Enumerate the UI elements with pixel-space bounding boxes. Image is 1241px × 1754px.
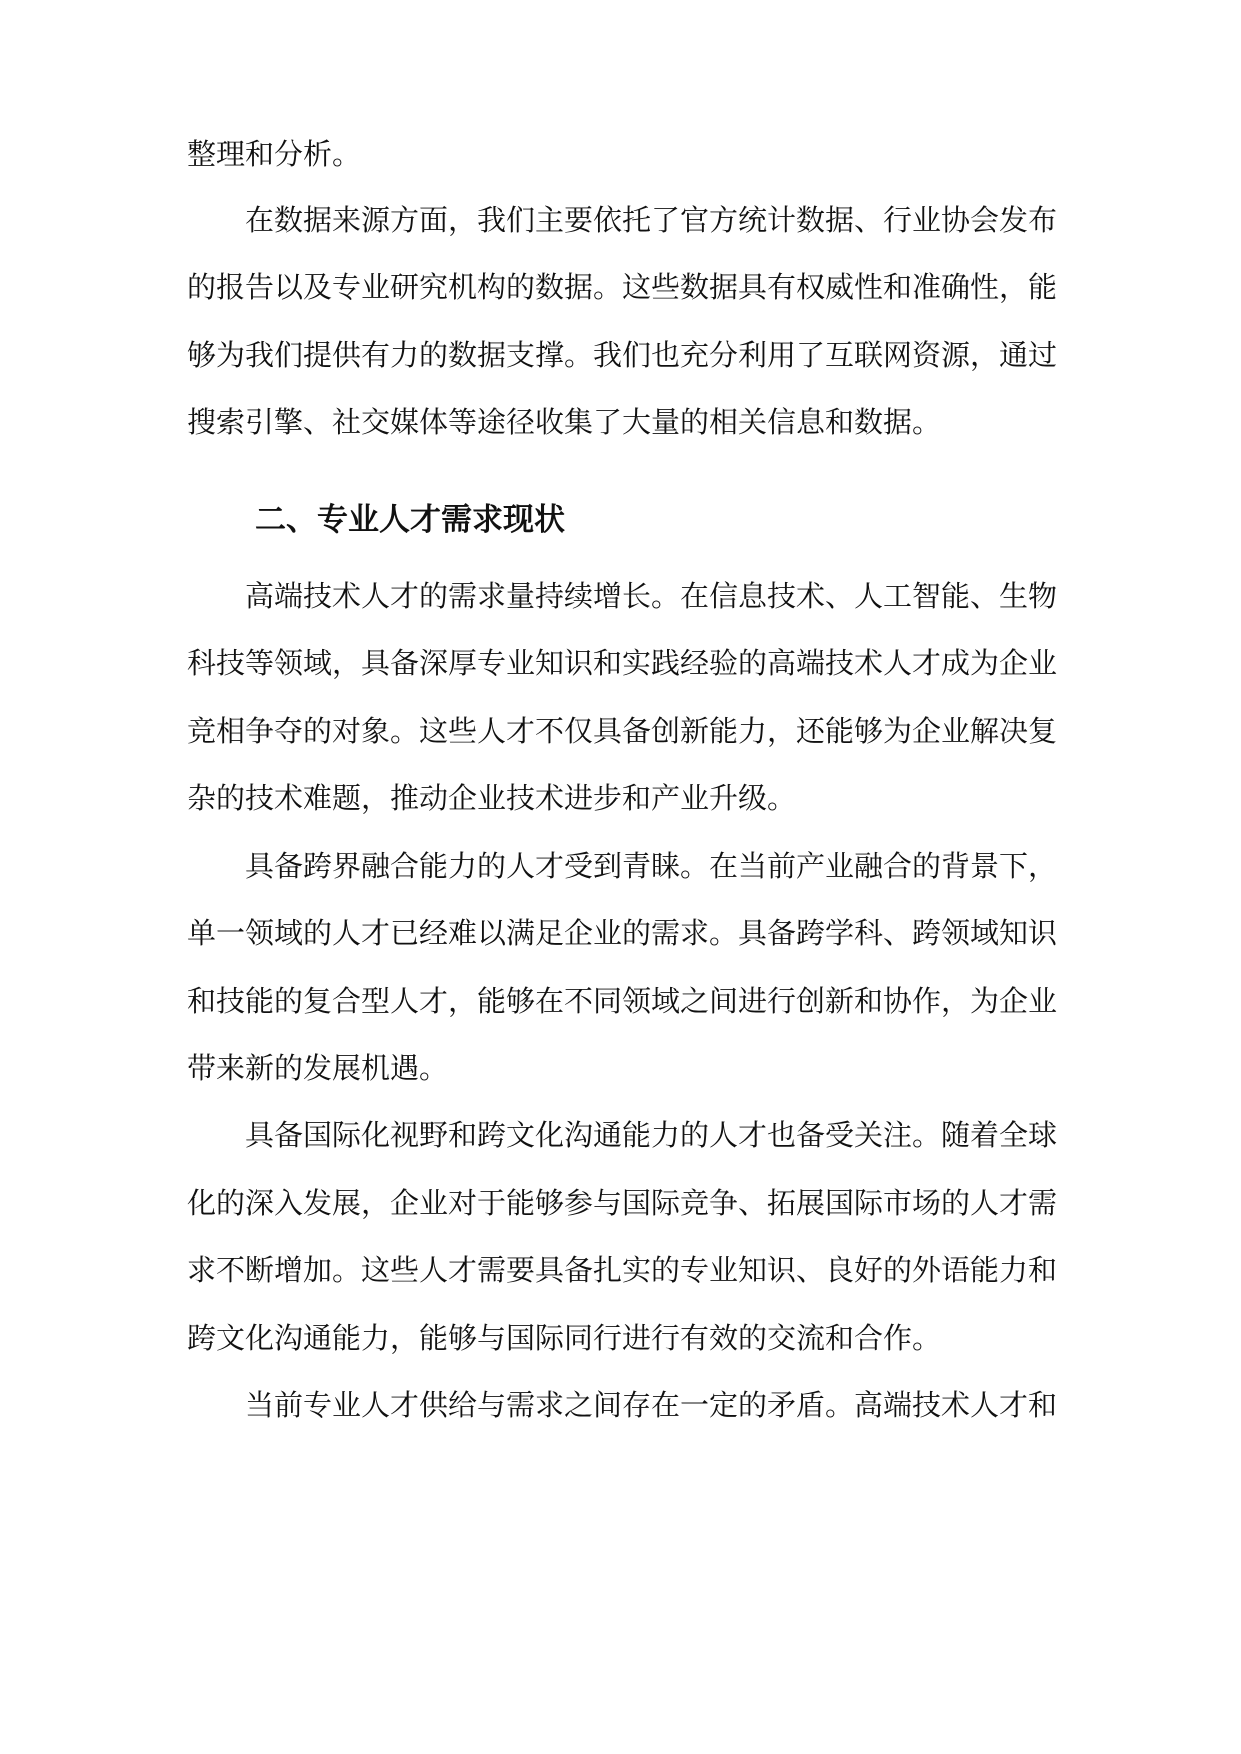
text-line: 化的深入发展，企业对于能够参与国际竞争、拓展国际市场的人才需 [187, 1186, 1058, 1220]
text-line: 求不断增加。这些人才需要具备扎实的专业知识、良好的外语能力和 [187, 1253, 1058, 1287]
paragraph-first-line: 在数据来源方面，我们主要依托了官方统计数据、行业协会发布 [245, 203, 1058, 237]
text-line: 整理和分析。 [187, 137, 362, 171]
section-heading: 二、专业人才需求现状 [255, 502, 565, 538]
text-line: 够为我们提供有力的数据支撑。我们也充分利用了互联网资源，通过 [187, 338, 1058, 372]
text-line: 杂的技术难题，推动企业技术进步和产业升级。 [187, 781, 797, 815]
text-line: 带来新的发展机遇。 [187, 1051, 449, 1085]
text-line: 搜索引擎、社交媒体等途径收集了大量的相关信息和数据。 [187, 405, 942, 439]
text-line: 竞相争夺的对象。这些人才不仅具备创新能力，还能够为企业解决复 [187, 714, 1058, 748]
text-line: 和技能的复合型人才，能够在不同领域之间进行创新和协作，为企业 [187, 984, 1058, 1018]
text-line: 跨文化沟通能力，能够与国际同行进行有效的交流和合作。 [187, 1321, 942, 1355]
text-line: 科技等领域，具备深厚专业知识和实践经验的高端技术人才成为企业 [187, 646, 1058, 680]
paragraph-first-line: 当前专业人才供给与需求之间存在一定的矛盾。高端技术人才和 [245, 1388, 1058, 1422]
paragraph-first-line: 具备国际化视野和跨文化沟通能力的人才也备受关注。随着全球 [245, 1118, 1058, 1152]
text-line: 的报告以及专业研究机构的数据。这些数据具有权威性和准确性，能 [187, 270, 1058, 304]
text-line: 单一领域的人才已经难以满足企业的需求。具备跨学科、跨领域知识 [187, 916, 1058, 950]
paragraph-first-line: 高端技术人才的需求量持续增长。在信息技术、人工智能、生物 [245, 579, 1058, 613]
paragraph-first-line: 具备跨界融合能力的人才受到青睐。在当前产业融合的背景下， [245, 849, 1058, 883]
